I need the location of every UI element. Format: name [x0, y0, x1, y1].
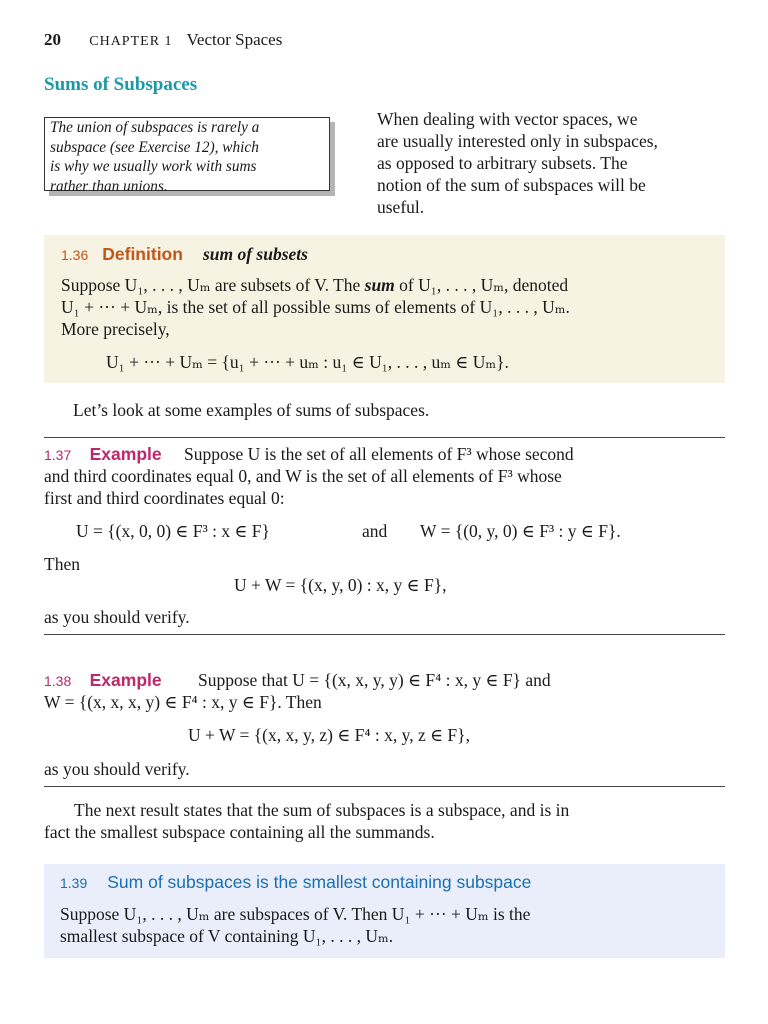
page-number: 20 [44, 30, 61, 49]
running-header [44, 30, 282, 50]
example-1-formula-right: W = {(0, y, 0) ∈ F³ : y ∈ F}. [420, 521, 621, 541]
definition-line-1 [61, 275, 568, 296]
example-1-line-2: and third coordinates equal 0, and W is the set of all elements of F³ whose [44, 466, 562, 486]
example-2-rule [44, 786, 725, 787]
definition-line-2: U₁ + ··· + Uₘ, is the set of all possible sums of elements of U₁, . . . , Uₘ. [61, 297, 570, 317]
transition-2-line-2: fact the smallest subspace containing all the summands. [44, 822, 435, 842]
definition-line-3: More precisely, [61, 319, 170, 339]
theorem-number: 1.39 [60, 875, 88, 891]
intro-line: useful. [377, 197, 425, 217]
margin-note-line: subspace (see Exercise 12), which [50, 138, 259, 156]
definition-text: of U₁, . . . , Uₘ, denoted [399, 275, 569, 295]
definition-number: 1.36 [61, 247, 89, 263]
intro-line: are usually interested only in subspaces, [377, 131, 658, 151]
intro-paragraph [377, 108, 727, 218]
intro-line: notion of the sum of subspaces will be [377, 175, 646, 195]
section-title: Sums of Subspaces [44, 74, 198, 95]
example-2-line-1 [44, 670, 551, 691]
transition-text: Let’s look at some examples of sums of subspaces. [73, 400, 430, 420]
theorem-line-2: smallest subspace of V containing U₁, . . . , Uₘ. [60, 926, 394, 946]
example-1-number: 1.37 [44, 447, 72, 463]
example-2-verify: as you should verify. [44, 759, 190, 779]
example-1-formula-sum: U + W = {(x, y, 0) : x, y ∈ F}, [234, 575, 447, 595]
definition-term: sum [364, 275, 395, 295]
example-1-formula-and: and [362, 521, 388, 541]
example-1-line-3: first and third coordinates equal 0: [44, 488, 285, 508]
margin-note-line: The union of subspaces is rarely a [50, 119, 260, 136]
chapter-label: CHAPTER 1 [89, 34, 173, 49]
example-1-verify: as you should verify. [44, 607, 190, 627]
example-1-label: Example [89, 444, 162, 464]
example-2-formula: U + W = {(x, x, y, z) ∈ F⁴ : x, y, z ∈ F}, [188, 725, 470, 745]
example-1-text: Suppose U is the set of all elements of F³ whose second [183, 444, 574, 464]
definition-label: Definition [102, 244, 183, 264]
example-2-line-2: W = {(x, x, x, y) ∈ F⁴ : x, y ∈ F}. Then [44, 692, 322, 712]
example-2-label: Example [89, 670, 162, 690]
margin-note [44, 117, 330, 195]
theorem-title: Sum of subspaces is the smallest containing subspace [107, 872, 532, 892]
example-rule-top [44, 437, 725, 438]
margin-note-line: is why we usually work with sums [50, 158, 257, 175]
transition-2-line-1: The next result states that the sum of subspaces is a subspace, and is in [74, 800, 570, 820]
definition-name: sum of subsets [202, 244, 308, 264]
theorem-line-1: Suppose U₁, . . . , Uₘ are subspaces of V. Then U₁ + ··· + Uₘ is the [60, 904, 531, 924]
theorem-heading [60, 872, 531, 893]
intro-line: When dealing with vector spaces, we [377, 109, 638, 129]
example-rule-bottom [44, 634, 725, 635]
example-2-text: Suppose that U = {(x, x, y, y) ∈ F⁴ : x, y ∈ F} and [197, 670, 551, 690]
margin-note-line: rather than unions. [50, 177, 168, 195]
chapter-title: Vector Spaces [186, 30, 283, 49]
example-1-line-1 [44, 444, 574, 465]
definition-formula: U₁ + ··· + Uₘ = {u₁ + ··· + uₘ : u₁ ∈ U₁, . . . , uₘ ∈ Uₘ}. [106, 352, 509, 372]
definition-text: Suppose U₁, . . . , Uₘ are subsets of V. The [61, 275, 361, 295]
example-1-then: Then [44, 554, 80, 574]
definition-heading [61, 244, 308, 265]
example-2-number: 1.38 [44, 673, 72, 689]
example-1-formula-left: U = {(x, 0, 0) ∈ F³ : x ∈ F} [76, 521, 270, 541]
intro-line: as opposed to arbitrary subsets. The [377, 153, 628, 173]
